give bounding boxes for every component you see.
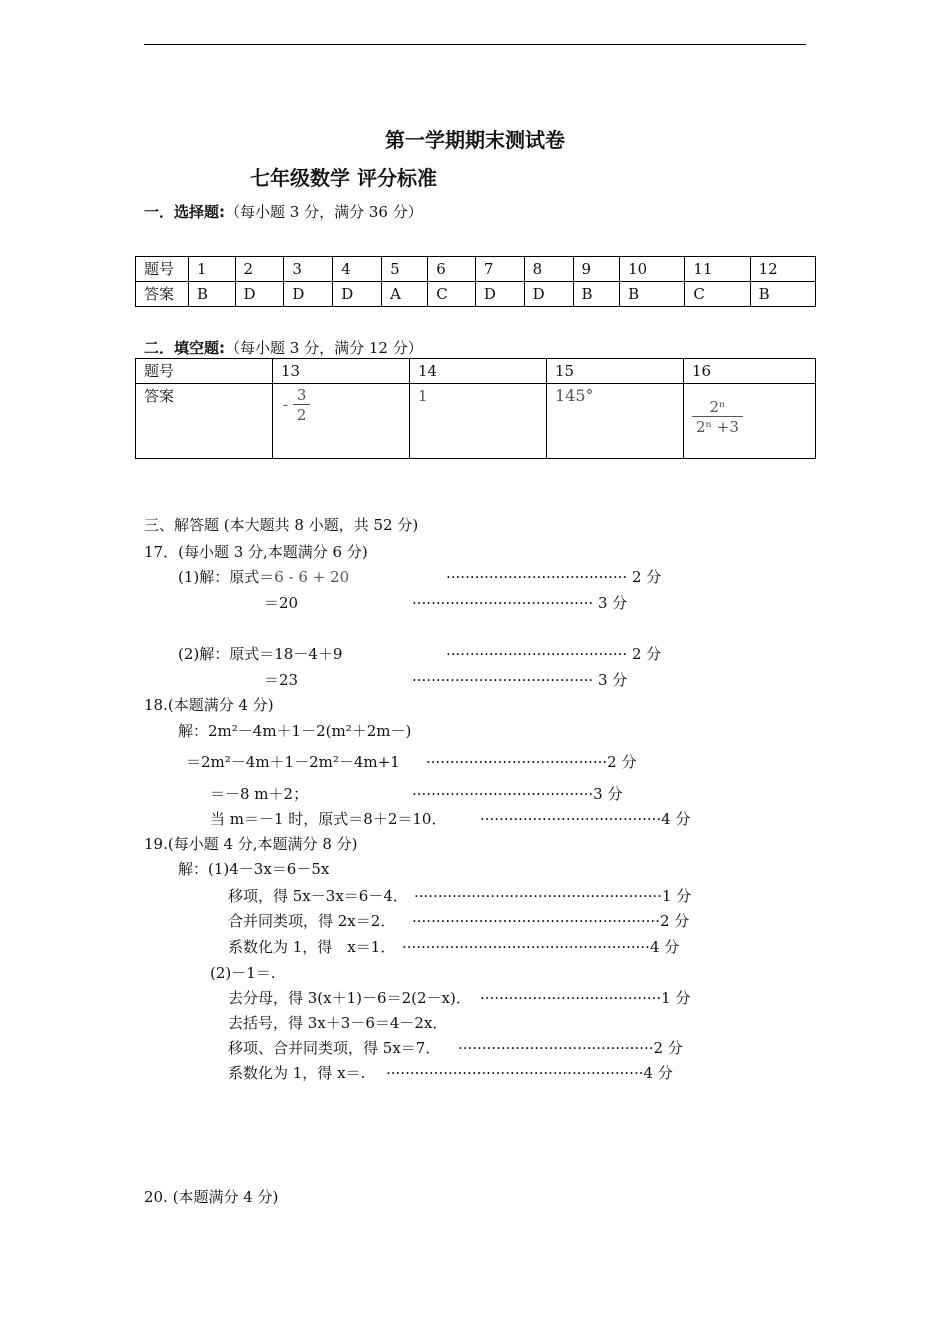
mc-question-2: 2 (235, 257, 284, 282)
fill-answer-13 (273, 384, 410, 459)
mc-question-8: 8 (524, 257, 573, 282)
q19-p2-step4: 系数化为 1，得 x＝. (228, 1064, 366, 1082)
q18-line2-score: ······································2 分 (426, 753, 637, 771)
mc-answer-2: D (235, 282, 284, 307)
table-row-answers (136, 282, 816, 307)
q17-p1-line1-score: ······································ 2 分 (446, 568, 662, 586)
mc-answer-11: C (685, 282, 750, 307)
section2-note: （每小题 3 分，满分 12 分） (225, 339, 423, 357)
q18-line4-score: ······································4 分 (480, 810, 691, 828)
q17-p1-line2: ＝20 (264, 594, 299, 612)
fill-answer-14 (410, 384, 547, 459)
fill-question-13: 13 (273, 359, 410, 384)
fill-answer-15 (547, 384, 684, 459)
section3-heading: 三、解答题 (本大题共 8 小题，共 52 分) (144, 516, 419, 534)
multiple-choice-answer-table (135, 256, 816, 307)
section1-heading (144, 201, 423, 222)
q19-p1: 解：(1)4－3x＝6－5x (178, 860, 330, 878)
mc-answer-1: B (189, 282, 236, 307)
mc-question-4: 4 (333, 257, 382, 282)
q19-p1-step3-score: ····················································4 分 (402, 938, 680, 956)
mc-question-7: 7 (475, 257, 524, 282)
answer-15-value: 145° (555, 386, 594, 405)
mc-answer-5: A (382, 282, 428, 307)
fill-answer-16 (684, 384, 816, 459)
fill-in-answer-table (135, 358, 816, 459)
mc-question-1: 1 (189, 257, 236, 282)
q19-p2-step3: 移项、合并同类项，得 5x＝7． (228, 1039, 441, 1057)
q18-line3-score: ······································3 分 (412, 785, 623, 803)
q19-p1-step1: 移项，得 5x－3x＝6－4． (228, 887, 408, 905)
q17-p2-line1-score: ······································ 2 分 (446, 645, 662, 663)
q18-line2: ＝2m²－4m＋1－2m²－4m+1 (186, 753, 400, 771)
row-header-question: 题号 (136, 257, 189, 282)
q18-line3: ＝－8 m＋2； (210, 785, 309, 803)
table-row-questions (136, 257, 816, 282)
row-header-answer: 答案 (136, 282, 189, 307)
q18-heading: 18.(本题满分 4 分) (144, 696, 274, 714)
mc-question-10: 10 (620, 257, 685, 282)
fraction-13 (293, 386, 311, 425)
fill-question-16: 16 (684, 359, 816, 384)
q18-line1: 解：2m²－4m＋1－2(m²＋2m－) (178, 722, 412, 740)
mc-answer-4: D (333, 282, 382, 307)
q17-p2-line2-score: ······································ 3 分 (412, 671, 628, 689)
page-subtitle: 七年级数学 评分标准 (250, 166, 437, 190)
fraction-16 (692, 398, 743, 437)
q17-p1-line1 (178, 566, 349, 587)
mc-answer-7: D (475, 282, 524, 307)
q19-p1-step3: 系数化为 1，得 x＝1． (228, 938, 396, 956)
q17-p1-expression: 6 - 6 + 20 (274, 568, 350, 586)
q19-p2-step3-score: ·········································2 分 (458, 1039, 683, 1057)
q17-p2-line2: ＝23 (264, 671, 299, 689)
q19-p1-step2-score: ····················································2 分 (412, 912, 690, 930)
mc-question-3: 3 (284, 257, 333, 282)
q19-p2-step1: 去分母，得 3(x＋1)－6＝2(2－x)． (228, 989, 471, 1007)
row-header-question: 题号 (136, 359, 273, 384)
q17-p1-label: (1)解：原式＝ (178, 568, 275, 586)
mc-answer-6: C (428, 282, 476, 307)
mc-question-9: 9 (573, 257, 620, 282)
table-row-questions (136, 359, 816, 384)
section2-heading (144, 337, 423, 358)
q17-p2-line1: (2)解：原式＝18－4＋9 (178, 645, 343, 663)
mc-question-11: 11 (685, 257, 750, 282)
section1-label: 一．选择题: (144, 203, 225, 221)
answer-14-value: 1 (418, 387, 428, 405)
mc-answer-3: D (284, 282, 333, 307)
q17-p1-line2-score: ······································ 3 分 (412, 594, 628, 612)
q17-heading: 17．(每小题 3 分,本题满分 6 分) (144, 543, 368, 561)
mc-answer-10: B (620, 282, 685, 307)
row-header-answer: 答案 (136, 384, 273, 459)
table-row-answers (136, 384, 816, 459)
q18-line4: 当 m＝－1 时，原式＝8＋2＝10． (210, 810, 447, 828)
q20-heading: 20. (本题满分 4 分) (144, 1188, 279, 1206)
mc-answer-8: D (524, 282, 573, 307)
fraction-sign: - (283, 395, 289, 414)
q19-p2: (2)－1＝. (210, 964, 276, 982)
q19-p1-step2: 合并同类项，得 2x＝2． (228, 912, 396, 930)
header-rule (144, 44, 806, 45)
mc-question-12: 12 (750, 257, 815, 282)
fill-question-15: 15 (547, 359, 684, 384)
page-title: 第一学期期末测试卷 (385, 128, 565, 152)
mc-question-6: 6 (428, 257, 476, 282)
q19-heading: 19.(每小题 4 分,本题满分 8 分) (144, 835, 358, 853)
mc-answer-9: B (573, 282, 620, 307)
fraction-numerator: 3 (293, 386, 311, 405)
mc-answer-12: B (750, 282, 815, 307)
q19-p2-step4-score: ······················································4 分 (386, 1064, 673, 1082)
section2-label: 二．填空题: (144, 339, 225, 357)
q19-p2-step1-score: ······································1 分 (480, 989, 691, 1007)
fill-question-14: 14 (410, 359, 547, 384)
mc-question-5: 5 (382, 257, 428, 282)
section1-note: （每小题 3 分，满分 36 分） (225, 203, 423, 221)
fraction-denominator: 2 (296, 406, 307, 424)
fraction-denominator: 2ⁿ +3 (696, 418, 739, 436)
q19-p1-step1-score: ····················································1 分 (414, 887, 692, 905)
fraction-numerator: 2ⁿ (692, 398, 743, 417)
q19-p2-step2: 去括号，得 3x＋3－6＝4－2x． (228, 1014, 448, 1032)
